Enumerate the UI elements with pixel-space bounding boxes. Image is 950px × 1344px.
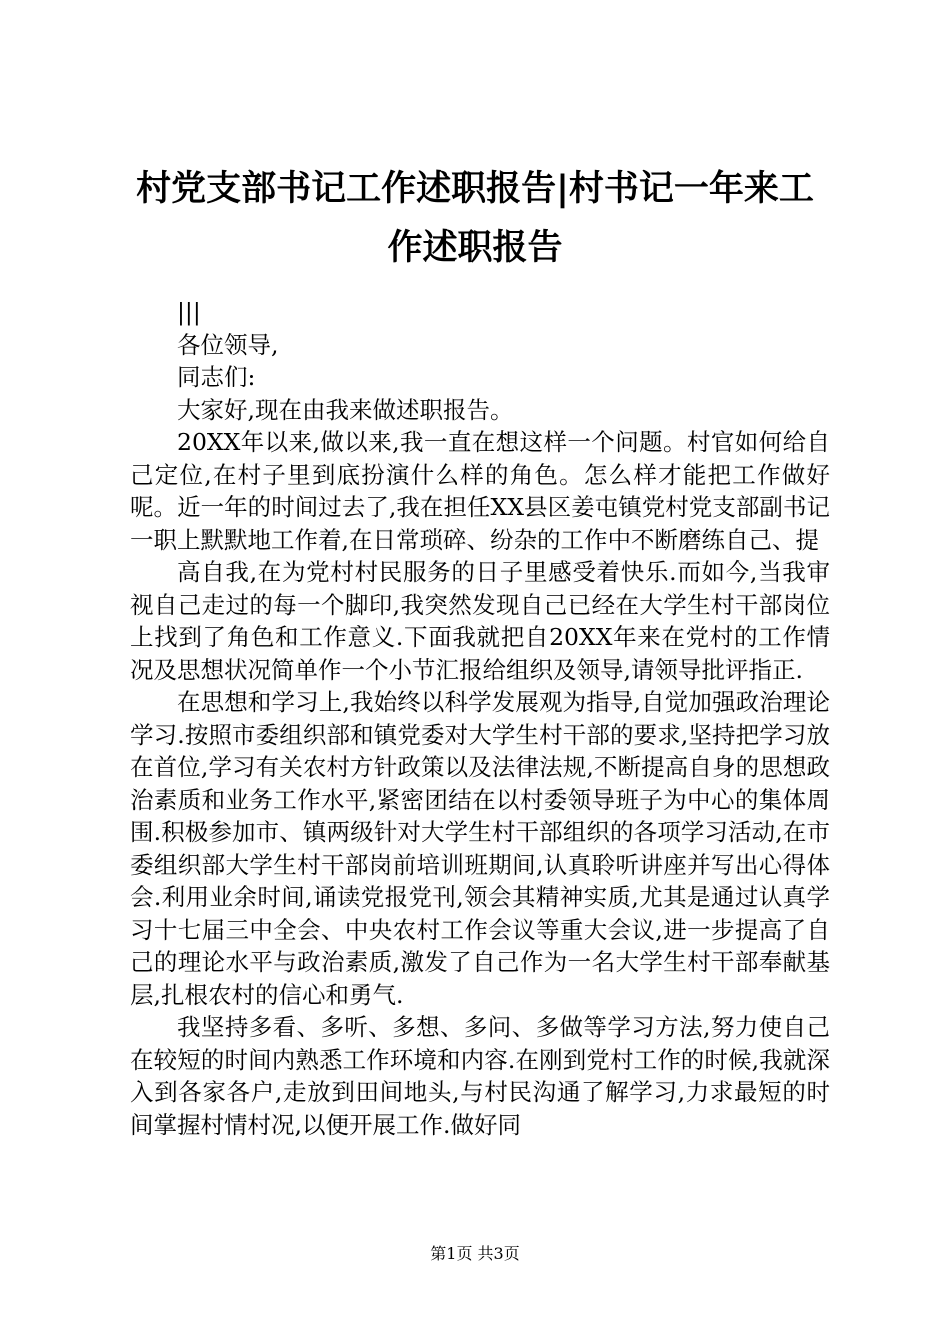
paragraph-salutation-comrades: 同志们: [177, 363, 256, 391]
paragraph-self-improvement: 高自我,在为党村村民服务的日子里感受着快乐.而如今,当我审视自己走过的每一个脚印,我突然发现自己已经在大学生村干部岗位上找到了角色和工作意义.下面我就把自20XX年来在党村的工作情况及思想状况简单作一个小节汇报给组织及领导,请领导批评指正. [130, 558, 830, 684]
paragraph-methods: 我坚持多看、多听、多想、多问、多做等学习方法,努力使自己在较短的时间内熟悉工作环境和内容.在刚到党村工作的时候,我就深入到各家各户,走放到田间地头,与村民沟通了解学习,力求最短的时间掌握村情村况,以便开展工作.做好同 [130, 1013, 830, 1139]
paragraph-salutation-leaders: 各位领导, [177, 330, 279, 359]
paragraph-study: 在思想和学习上,我始终以科学发展观为指导,自觉加强政治理论学习.按照市委组织部和镇党委对大学生村干部的要求,坚持把学习放在首位,学习有关农村方针政策以及法律法规,不断提高自身的思想政治素质和业务工作水平,紧密团结在以村委领导班子为中心的集体周围.积极参加市、镇两级针对大学生村干部组织的各项学习活动,在市委组织部大学生村干部岗前培训班期间,认真聆听讲座并写出心得体会.利用业余时间,诵读党报党刊,领会其精神实质,尤其是通过认真学习十七届三中全会、中央农村工作会议等重大会议,进一步提高了自己的理论水平与政治素质,激发了自己作为一名大学生村干部奉献基层,扎根农村的信心和勇气. [130, 688, 830, 1009]
paragraph-separator: ||| [177, 298, 201, 326]
document-body [130, 296, 830, 1141]
document-title: 村党支部书记工作述职报告|村书记一年来工作述职报告 [136, 169, 814, 268]
page-footer: 第1页 共3页 [430, 1244, 520, 1263]
paragraph-greeting: 大家好,现在由我来做述职报告。 [177, 395, 514, 424]
paragraph-intro: 20XX年以来,做以来,我一直在想这样一个问题。村官如何给自己定位,在村子里到底扮演什么样的角色。怎么样才能把工作做好呢。近一年的时间过去了,我在担任XX县区姜屯镇党村党支部副书记一职上默默地工作着,在日常琐碎、纷杂的工作中不断磨练自己、提 [130, 428, 830, 554]
